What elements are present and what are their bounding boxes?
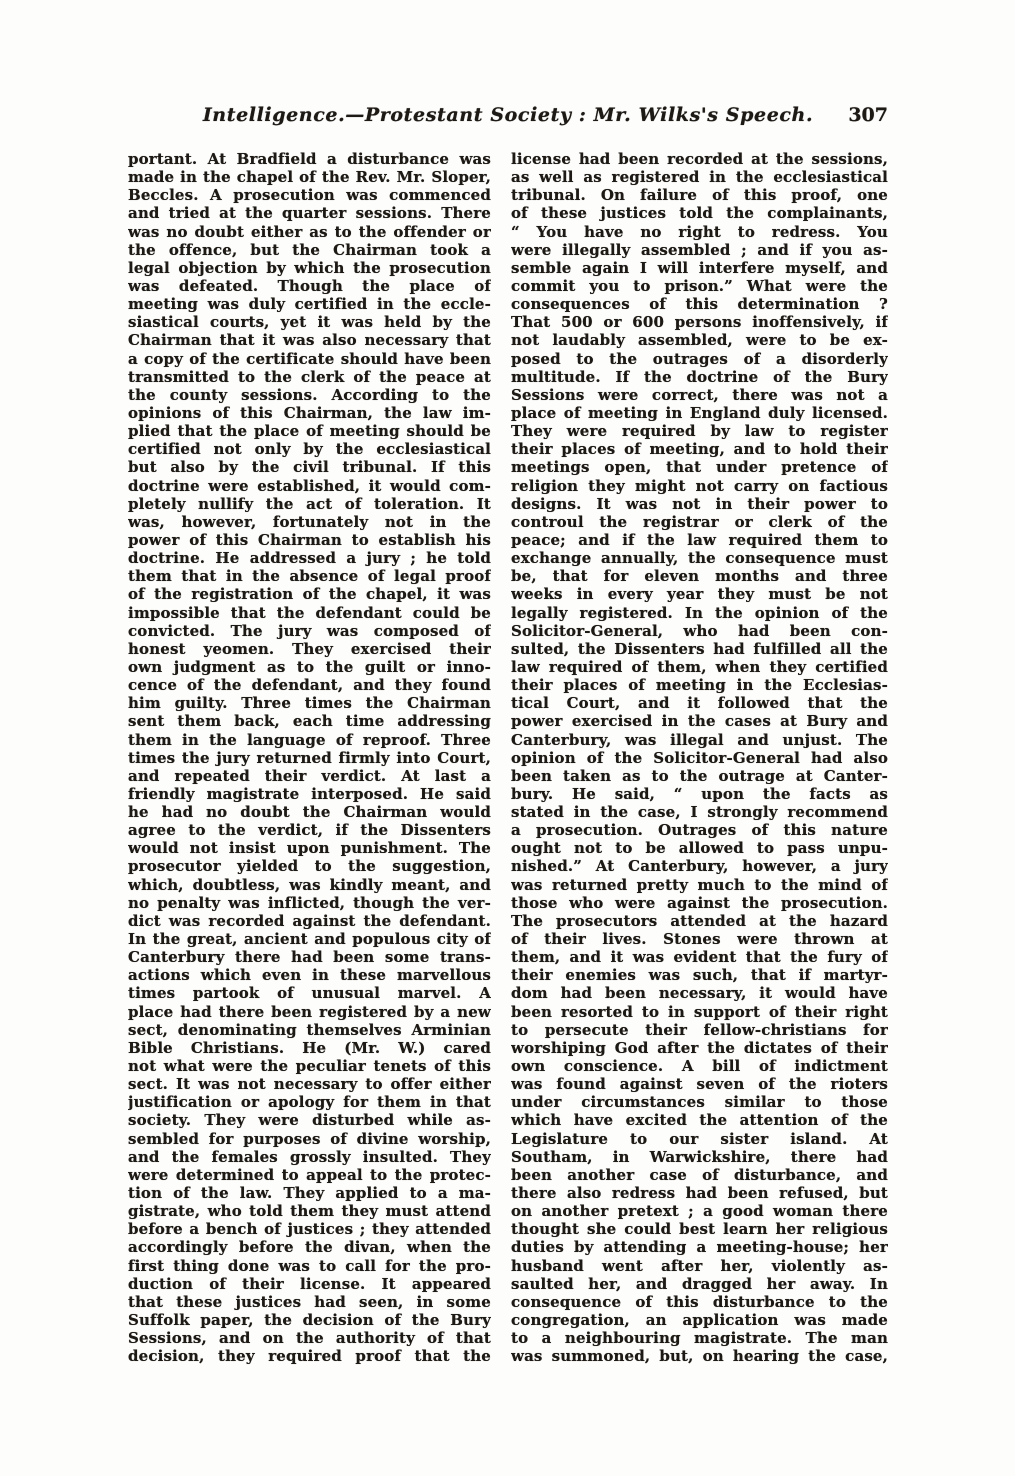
text-line: them that in the absence of legal proof: [128, 567, 491, 586]
text-line: and tried at the quarter sessions. There: [128, 204, 491, 223]
text-line: to a neighbouring magistrate. The man: [511, 1329, 888, 1348]
text-line: commit you to prison.” What were the: [511, 276, 888, 295]
text-line: honest yeomen. They exercised their: [128, 639, 491, 658]
text-line: pletely nullify the act of toleration. It: [128, 494, 491, 513]
text-line: would not insist upon punishment. The: [128, 839, 491, 858]
text-line: under circumstances similar to those: [511, 1093, 888, 1112]
text-line: friendly magistrate interposed. He said: [128, 784, 491, 803]
text-line: their places of meeting in the Ecclesias-: [511, 676, 888, 695]
text-line: posed to the outrages of a disorderly: [511, 349, 888, 368]
text-line: convicted. The jury was composed of: [128, 621, 491, 640]
text-line: The prosecutors attended at the hazard: [511, 911, 888, 930]
text-line: been taken as to the outrage at Canter-: [511, 766, 888, 785]
text-line: was returned pretty much to the mind of: [511, 875, 888, 894]
text-line: was summoned, but, on hearing the case,: [511, 1347, 888, 1366]
text-line: sent them back, each time addressing: [128, 712, 491, 731]
text-line: That 500 or 600 persons inoffensively, if: [511, 313, 888, 332]
text-line: was, however, fortunately not in the: [128, 512, 491, 531]
text-line: made in the chapel of the Rev. Mr. Sloper,: [128, 168, 491, 187]
text-line: weeks in every year they must be not: [511, 585, 888, 604]
text-line: saulted her, and dragged her away. In: [511, 1274, 888, 1293]
text-line: not laudably assembled, were to be ex-: [511, 331, 888, 350]
text-line: doctrine were established, it would com-: [128, 476, 491, 495]
text-line: nished.” At Canterbury, however, a jury: [511, 857, 888, 876]
text-line: and repeated their verdict. At last a: [128, 766, 491, 785]
text-line: Canterbury, was illegal and unjust. The: [511, 730, 888, 749]
text-line: sect, denominating themselves Arminian: [128, 1020, 491, 1039]
text-line: sembled for purposes of divine worship,: [128, 1129, 491, 1148]
text-line: semble again I will interfere myself, and: [511, 258, 888, 277]
text-line: Suffolk paper, the decision of the Bury: [128, 1311, 491, 1329]
text-line: decision, they required proof that the: [128, 1347, 491, 1366]
text-line: no penalty was inflicted, though the ver-: [128, 893, 491, 912]
text-line: on another pretext ; a good woman there: [511, 1202, 888, 1221]
text-line: actions which even in these marvellous: [128, 966, 491, 985]
text-line: times partook of unusual marvel. A: [128, 984, 491, 1003]
text-line: “ You have no right to redress. You: [511, 222, 888, 241]
text-line: their places of meeting, and to hold their: [511, 440, 888, 459]
text-line: as well as registered in the ecclesiastical: [511, 168, 888, 187]
text-line: power of this Chairman to establish his: [128, 530, 491, 549]
text-line: stated in the case, I strongly recommend: [511, 803, 888, 822]
text-line: tribunal. On failure of this proof, one: [511, 186, 888, 205]
text-line: was no doubt either as to the offender or: [128, 222, 491, 241]
text-line: thought she could best learn her religious: [511, 1220, 888, 1239]
text-line: legally registered. In the opinion of the: [511, 603, 888, 622]
text-line: worshiping God after the dictates of their: [511, 1038, 888, 1057]
text-line: multitude. If the doctrine of the Bury: [511, 367, 888, 386]
text-line: Canterbury there had been some trans-: [128, 948, 491, 967]
text-line: license had been recorded at the sessions,: [511, 150, 888, 168]
text-line: Legislature to our sister island. At: [511, 1129, 888, 1148]
text-line: them, and it was evident that the fury of: [511, 948, 888, 967]
text-line: was defeated. Though the place of: [128, 276, 491, 295]
text-line: consequence of this disturbance to the: [511, 1292, 888, 1311]
text-line: own judgment as to the guilt or inno-: [128, 657, 491, 676]
text-line: exchange annually, the consequence must: [511, 549, 888, 568]
page-header: [128, 104, 888, 132]
text-line: transmitted to the clerk of the peace at: [128, 367, 491, 386]
text-line: plied that the place of meeting should be: [128, 422, 491, 441]
text-line: husband went after her, violently as-: [511, 1256, 888, 1275]
text-line: meeting was duly certified in the eccle-: [128, 295, 491, 314]
text-line: peace; and if the law required them to: [511, 530, 888, 549]
text-line: he had no doubt the Chairman would: [128, 803, 491, 822]
text-line: dom had been necessary, it would have: [511, 984, 888, 1003]
text-line: Sessions were correct, there was not a: [511, 385, 888, 404]
text-line: were illegally assembled ; and if you as-: [511, 240, 888, 259]
text-line: own conscience. A bill of indictment: [511, 1057, 888, 1076]
text-line: doctrine. He addressed a jury ; he told: [128, 549, 491, 568]
text-line: the county sessions. According to the: [128, 385, 491, 404]
text-line: opinions of this Chairman, the law im-: [128, 403, 491, 422]
text-line: congregation, an application was made: [511, 1311, 888, 1329]
text-line: legal objection by which the prosecution: [128, 258, 491, 277]
text-column-left: [128, 150, 491, 1365]
text-line: those who were against the prosecution.: [511, 893, 888, 912]
text-line: their enemies was such, that if martyr-: [511, 966, 888, 985]
text-line: designs. It was not in their power to: [511, 494, 888, 513]
text-line: a prosecution. Outrages of this nature: [511, 821, 888, 840]
text-line: times the jury returned firmly into Court,: [128, 748, 491, 767]
text-line: society. They were disturbed while as-: [128, 1111, 491, 1130]
text-line: Solicitor-General, who had been con-: [511, 621, 888, 640]
text-line: place of meeting in England duly licensed.: [511, 403, 888, 422]
text-line: before a bench of justices ; they attended: [128, 1220, 491, 1239]
text-line: not what were the peculiar tenets of this: [128, 1057, 491, 1076]
text-line: first thing done was to call for the pro-: [128, 1256, 491, 1275]
text-line: siastical courts, yet it was held by the: [128, 313, 491, 332]
text-line: dict was recorded against the defendant.: [128, 911, 491, 930]
text-line: Beccles. A prosecution was commenced: [128, 186, 491, 205]
text-line: portant. At Bradfield a disturbance was: [128, 150, 491, 168]
text-line: controul the registrar or clerk of the: [511, 512, 888, 531]
text-line: opinion of the Solicitor-General had also: [511, 748, 888, 767]
text-line: the offence, but the Chairman took a: [128, 240, 491, 259]
text-line: tion of the law. They applied to a ma-: [128, 1184, 491, 1203]
text-line: be, that for eleven months and three: [511, 567, 888, 586]
text-line: to persecute their fellow-christians for: [511, 1020, 888, 1039]
text-line: been resorted to in support of their right: [511, 1002, 888, 1021]
text-line: were determined to appeal to the protec-: [128, 1165, 491, 1184]
text-line: and the females grossly insulted. They: [128, 1147, 491, 1166]
text-line: there also redress had been refused, but: [511, 1184, 888, 1203]
text-line: Chairman that it was also necessary that: [128, 331, 491, 350]
text-line: ought not to be allowed to pass unpu-: [511, 839, 888, 858]
text-column-right: [511, 150, 888, 1365]
text-line: gistrate, who told them they must attend: [128, 1202, 491, 1221]
text-line: Bible Christians. He (Mr. W.) cared: [128, 1038, 491, 1057]
text-line: justification or apology for them in that: [128, 1093, 491, 1112]
text-line: Southam, in Warwickshire, there had: [511, 1147, 888, 1166]
text-line: certified not only by the ecclesiastical: [128, 440, 491, 459]
text-line: which, doubtless, was kindly meant, and: [128, 875, 491, 894]
text-line: duction of their license. It appeared: [128, 1274, 491, 1293]
text-line: accordingly before the divan, when the: [128, 1238, 491, 1257]
text-line: him guilty. Three times the Chairman: [128, 694, 491, 713]
text-line: agree to the verdict, if the Dissenters: [128, 821, 491, 840]
text-line: that these justices had seen, in some: [128, 1292, 491, 1311]
text-line: a copy of the certificate should have been: [128, 349, 491, 368]
text-line: place had there been registered by a new: [128, 1002, 491, 1021]
text-line: was found against seven of the rioters: [511, 1075, 888, 1094]
text-line: bury. He said, “ upon the facts as: [511, 784, 888, 803]
text-line: impossible that the defendant could be: [128, 603, 491, 622]
text-line: duties by attending a meeting-house; her: [511, 1238, 888, 1257]
text-line: In the great, ancient and populous city of: [128, 930, 491, 949]
text-line: sulted, the Dissenters had fulfilled all the: [511, 639, 888, 658]
text-line: prosecutor yielded to the suggestion,: [128, 857, 491, 876]
text-line: them in the language of reproof. Three: [128, 730, 491, 749]
text-line: which have excited the attention of the: [511, 1111, 888, 1130]
text-line: of the registration of the chapel, it was: [128, 585, 491, 604]
page-number: 307: [848, 104, 888, 126]
text-line: Sessions, and on the authority of that: [128, 1329, 491, 1348]
text-line: cence of the defendant, and they found: [128, 676, 491, 695]
text-line: They were required by law to register: [511, 422, 888, 441]
text-line: of these justices told the complainants,: [511, 204, 888, 223]
text-line: sect. It was not necessary to offer either: [128, 1075, 491, 1094]
text-line: but also by the civil tribunal. If this: [128, 458, 491, 477]
text-line: been another case of disturbance, and: [511, 1165, 888, 1184]
text-line: of their lives. Stones were thrown at: [511, 930, 888, 949]
text-line: religion they might not carry on factious: [511, 476, 888, 495]
text-line: law required of them, when they certified: [511, 657, 888, 676]
text-line: power exercised in the cases at Bury and: [511, 712, 888, 731]
running-title: Intelligence.—Protestant Society : Mr. Wilks's Speech.: [202, 104, 814, 126]
text-line: consequences of this determination ?: [511, 295, 888, 314]
text-line: tical Court, and it followed that the: [511, 694, 888, 713]
text-line: meetings open, that under pretence of: [511, 458, 888, 477]
